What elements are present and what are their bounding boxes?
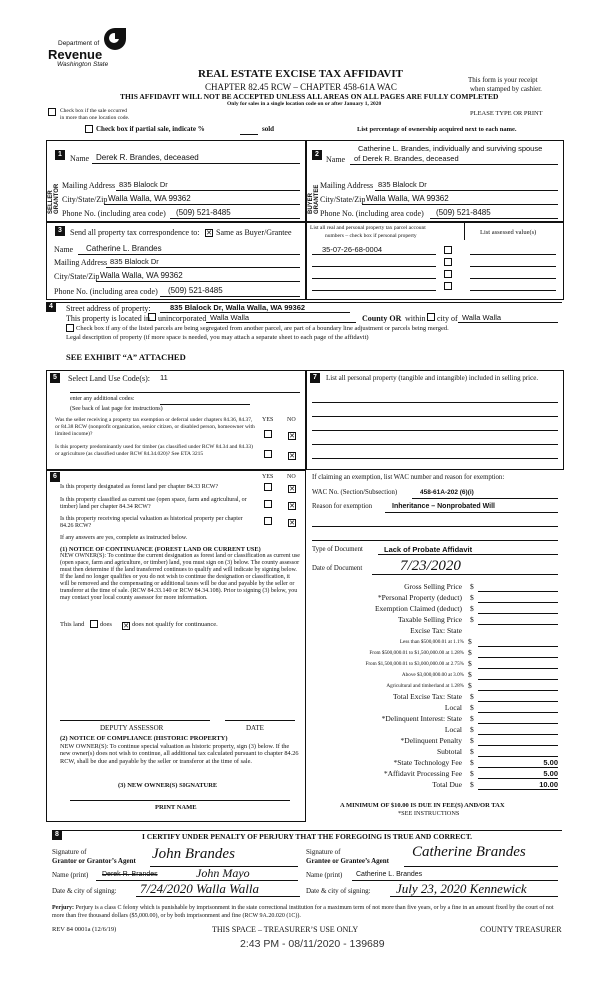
county-treasurer-label: COUNTY TREASURER bbox=[480, 925, 562, 934]
buyer-city[interactable]: Walla Walla, WA 99362 bbox=[366, 194, 449, 203]
tax-row bbox=[310, 670, 562, 681]
receipt-note2: when stamped by cashier. bbox=[470, 85, 542, 93]
tax-row-label: Local bbox=[444, 725, 462, 734]
section2-number: 2 bbox=[312, 150, 322, 160]
minimum-line1: A MINIMUM OF $10.00 IS DUE IN FEE(S) AND/OR TAX bbox=[340, 802, 505, 809]
tax-row-dollar: $ bbox=[470, 769, 474, 778]
tax-row-value[interactable] bbox=[478, 582, 558, 592]
tax-row-label: Gross Selling Price bbox=[404, 582, 462, 591]
legal-note: Legal description of property (if more space is needed, you may attach a separate sheet to each page of the affidavit) bbox=[66, 334, 369, 341]
section4-number: 4 bbox=[46, 302, 56, 312]
doc-date-label: Date of Document bbox=[312, 565, 363, 572]
compliance-title: (2) NOTICE OF COMPLIANCE (HISTORIC PROPERTY) bbox=[60, 735, 228, 742]
print-name-label: PRINT NAME bbox=[155, 804, 197, 811]
tax-row-label: Total Excise Tax: State bbox=[392, 692, 462, 701]
this-land-label: This land bbox=[60, 621, 85, 628]
street-label: Street address of property: bbox=[66, 304, 151, 313]
seller-phone-label: Phone No. (including area code) bbox=[62, 209, 166, 218]
form-id: REV 84 0001a (12/6/19) bbox=[52, 926, 117, 933]
s6-no-header: NO bbox=[287, 474, 296, 480]
exhibit-text: SEE EXHIBIT “A” ATTACHED bbox=[66, 352, 186, 362]
grantee-date-label: Date & city of signing: bbox=[306, 887, 371, 895]
parcel-2-checkbox[interactable] bbox=[444, 258, 452, 267]
s6-q3: Is this property receiving special valuation as historical property per chapter 84.26 RCW? bbox=[60, 516, 243, 529]
tax-row-label: From $500,000.01 to $1,500,000.00 at 1.28% bbox=[369, 650, 464, 656]
perjury-body: Perjury is a class C felony which is punishable by imprisonment in the state correctional institution for a maximum term of not more than five years, or by a fine in an amount fixed by the court of not more than five thousand dollars ($5,000.00), or by both imprisonment and fine (RCW 9A.20.020 (1C)). bbox=[52, 905, 554, 919]
tax-row-label: *Delinquent Interest: State bbox=[381, 714, 462, 723]
corr-mailing[interactable]: 835 Blalock Dr bbox=[110, 257, 159, 266]
s5-q1-yes-checkbox[interactable] bbox=[264, 430, 272, 439]
tax-row-value[interactable] bbox=[478, 648, 558, 658]
same-as-buyer-label: Same as Buyer/Grantee bbox=[216, 228, 292, 237]
parcels-header1: List all real and personal property tax parcel account bbox=[310, 225, 426, 231]
unincorporated-value[interactable]: Walla Walla bbox=[210, 313, 250, 322]
tax-row-label: *State Technology Fee bbox=[393, 758, 462, 767]
tax-row bbox=[310, 615, 562, 626]
reason-label: Reason for exemption bbox=[312, 503, 373, 510]
grantee-date[interactable]: July 23, 2020 Kennewick bbox=[396, 881, 527, 896]
same-as-buyer-checkbox[interactable]: ✕ bbox=[206, 229, 212, 237]
buyer-mailing-label: Mailing Address bbox=[320, 181, 374, 190]
new-owner-signature-label: (3) NEW OWNER(S) SIGNATURE bbox=[118, 782, 218, 789]
unincorporated-checkbox[interactable] bbox=[148, 313, 156, 322]
certify-text: I CERTIFY UNDER PENALTY OF PERJURY THAT THE FOREGOING IS TRUE AND CORRECT. bbox=[142, 832, 473, 841]
tax-row bbox=[310, 758, 562, 769]
s5-q2: Is this property predominantly used for timber (as classified under RCW 84.34 and 84.33) or agriculture (as classified under RCW 84.34.020)? See ETA 3215 bbox=[55, 444, 254, 457]
tax-row-dollar: $ bbox=[470, 582, 474, 591]
doc-type-value[interactable]: Lack of Probate Affidavit bbox=[384, 545, 473, 554]
personal-property-label: List all personal property (tangible and intangible) included in selling price. bbox=[326, 374, 539, 382]
agency-line2: Revenue bbox=[48, 47, 103, 62]
partial-sale-suffix: sold bbox=[262, 125, 275, 133]
seller-mailing[interactable]: 835 Blalock Dr bbox=[119, 180, 168, 189]
buyer-name-line2[interactable]: of Derek R. Brandes, deceased bbox=[354, 154, 459, 163]
tax-row-value[interactable] bbox=[478, 604, 558, 614]
wac-value[interactable]: 458-61A-202 (6)(i) bbox=[420, 489, 474, 496]
form-warning: THIS AFFIDAVIT WILL NOT BE ACCEPTED UNLESS ALL AREAS ON ALL PAGES ARE FULLY COMPLETED bbox=[120, 92, 499, 101]
corr-name[interactable]: Catherine L. Brandes bbox=[86, 244, 162, 253]
seller-name-label: Name bbox=[70, 154, 90, 163]
ownership-note: List percentage of ownership acquired next to each name. bbox=[357, 126, 517, 133]
section7-number: 7 bbox=[310, 373, 320, 383]
city-of-checkbox[interactable] bbox=[427, 313, 435, 322]
correspondence-label: Send all property tax correspondence to: bbox=[70, 228, 200, 237]
section3-number: 3 bbox=[55, 226, 65, 236]
form-note: Only for sales in a single location code on or after January 1, 2020 bbox=[227, 101, 382, 107]
compliance-body: NEW OWNER(S): To continue special valuation as historic property, sign (3) below. If the new owner(s) does not wish to continue, all additional tax calculated pursuant to chapter 84.26 RCW, shall be due and payable by the seller or transferor at the time of sale. bbox=[60, 743, 299, 765]
grantee-name-label: Name (print) bbox=[306, 871, 343, 879]
land-use-label: Select Land Use Code(s): bbox=[68, 374, 150, 383]
s5-yes-header: YES bbox=[262, 417, 274, 423]
county-label: County OR bbox=[362, 314, 402, 323]
tax-row-value[interactable] bbox=[478, 747, 558, 757]
recording-stamp: 2:43 PM - 08/11/2020 - 139689 bbox=[240, 938, 385, 950]
tax-row-value[interactable] bbox=[478, 725, 558, 735]
multi-location-label1: Check box if the sale occurred bbox=[60, 108, 128, 114]
tax-row bbox=[310, 714, 562, 725]
s6-q1-yes-checkbox[interactable] bbox=[264, 483, 272, 492]
section1-number: 1 bbox=[55, 150, 65, 160]
tax-row-value[interactable] bbox=[478, 703, 558, 713]
s5-q1: Was the seller receiving a property tax exemption or deferral under chapters 84.36, 84.37, or 84.38 RCW (nonprofit organization, senior citizen, or disabled person, homeowner with limited income)? bbox=[55, 417, 255, 437]
form-subtitle: CHAPTER 82.45 RCW – CHAPTER 458-61A WAC bbox=[205, 82, 397, 92]
perjury-label: Perjury: bbox=[52, 905, 74, 911]
minimum-line2: *SEE INSTRUCTIONS bbox=[398, 810, 460, 817]
tax-row-dollar: $ bbox=[470, 736, 474, 745]
form-title: REAL ESTATE EXCISE TAX AFFIDAVIT bbox=[198, 68, 403, 80]
multi-location-checkbox[interactable] bbox=[48, 108, 56, 117]
grantor-sig-label1: Signature of bbox=[52, 848, 87, 856]
see-back-note: (See back of last page for instructions) bbox=[70, 406, 163, 412]
buyer-name-line1[interactable]: Catherine L. Brandes, individually and surviving spouse bbox=[358, 144, 543, 153]
tax-row bbox=[310, 681, 562, 692]
dor-logo-mark-icon bbox=[104, 28, 126, 50]
s6-q1-no-checkbox[interactable]: ✕ bbox=[289, 485, 295, 493]
tax-row-dollar: $ bbox=[470, 747, 474, 756]
s6-q2-no-checkbox[interactable]: ✕ bbox=[289, 502, 295, 510]
seller-mailing-label: Mailing Address bbox=[62, 181, 116, 190]
receipt-note1: This form is your receipt bbox=[468, 76, 538, 84]
seller-city[interactable]: Walla Walla, WA 99362 bbox=[108, 194, 191, 203]
location-prefix: This property is located in bbox=[66, 314, 150, 323]
tax-row-label: Less than $500,000.01 at 1.1% bbox=[399, 639, 464, 645]
land-does-checkbox[interactable] bbox=[90, 620, 98, 629]
tax-row-value[interactable] bbox=[478, 593, 558, 603]
tax-calculation-table bbox=[310, 582, 562, 794]
s6-yes-header: YES bbox=[262, 474, 274, 480]
tax-row bbox=[310, 626, 562, 637]
city-value[interactable]: Walla Walla bbox=[462, 313, 502, 322]
city-of-label: city of bbox=[437, 314, 458, 323]
within-label: within bbox=[405, 314, 426, 323]
street-value[interactable]: 835 Blalock Dr, Walla Walla, WA 99362 bbox=[170, 303, 306, 312]
segregation-note: Check box if any of the listed parcels are being segregated from another parcel, are part of a boundary line adjustment or parcels being merged. bbox=[76, 325, 449, 332]
deputy-date-label: DATE bbox=[246, 724, 264, 732]
print-note: PLEASE TYPE OR PRINT bbox=[470, 110, 543, 117]
tax-row-label: Total Due bbox=[432, 780, 462, 789]
tax-row-dollar: $ bbox=[468, 637, 472, 646]
land-use-code[interactable]: 11 bbox=[160, 373, 168, 382]
grantor-name-handwritten[interactable]: John Mayo bbox=[196, 866, 250, 880]
segregation-checkbox[interactable] bbox=[66, 324, 74, 333]
tax-row bbox=[310, 604, 562, 615]
tax-row-value[interactable] bbox=[478, 637, 558, 647]
buyer-side-label: BUYER GRANTEE bbox=[308, 184, 320, 214]
tax-row-dollar: $ bbox=[470, 604, 474, 613]
parcel-4-checkbox[interactable] bbox=[444, 282, 452, 291]
s6-q1: Is this property designated as forest land per chapter 84.33 RCW? bbox=[60, 484, 219, 490]
section7-box bbox=[306, 370, 564, 470]
parcel-3-checkbox[interactable] bbox=[444, 270, 452, 279]
tax-row-dollar: $ bbox=[470, 725, 474, 734]
tax-row-value[interactable] bbox=[478, 670, 558, 680]
seller-city-label: City/State/Zip bbox=[62, 195, 108, 204]
tax-row-value[interactable] bbox=[478, 736, 558, 746]
buyer-mailing[interactable]: 835 Blalock Dr bbox=[378, 180, 427, 189]
parcels-header2: numbers – check box if personal property bbox=[325, 233, 417, 239]
buyer-phone[interactable]: (509) 521-8485 bbox=[436, 208, 491, 217]
tax-row bbox=[310, 747, 562, 758]
corr-name-label: Name bbox=[54, 245, 74, 254]
grantee-sig-label2: Grantee or Grantee’s Agent bbox=[306, 857, 390, 865]
reason-value[interactable]: Inheritance – Nonprobated Will bbox=[392, 503, 496, 510]
tax-row-value[interactable] bbox=[478, 659, 558, 669]
tax-row-label: From $1,500,000.01 to $3,000,000.00 at 2.75% bbox=[365, 661, 464, 667]
parcel-1-checkbox[interactable] bbox=[444, 246, 452, 255]
tax-row-value[interactable]: 10.00 bbox=[478, 780, 558, 790]
tax-row-dollar: $ bbox=[470, 780, 474, 789]
tax-row-label: *Delinquent Penalty bbox=[400, 736, 462, 745]
buyer-city-label: City/State/Zip bbox=[320, 195, 366, 204]
corr-phone-label: Phone No. (including area code) bbox=[54, 287, 158, 296]
partial-sale-checkbox[interactable] bbox=[85, 125, 93, 134]
grantor-name-label: Name (print) bbox=[52, 871, 89, 879]
perjury-text bbox=[52, 905, 560, 920]
s6-q2: Is this property classified as current use (open space, farm and agricultural, or timber) land per chapter 84.34 RCW? bbox=[60, 497, 247, 510]
corr-city[interactable]: Walla Walla, WA 99362 bbox=[100, 271, 183, 280]
s6-q3-no-checkbox[interactable]: ✕ bbox=[289, 519, 295, 527]
grantee-signature[interactable]: Catherine Brandes bbox=[412, 844, 526, 860]
tax-row bbox=[310, 659, 562, 670]
agency-line3: Washington State bbox=[57, 61, 109, 68]
tax-row-label: Excise Tax: State bbox=[410, 626, 462, 635]
tax-row-dollar: $ bbox=[470, 703, 474, 712]
land-does-not-checkbox[interactable]: ✕ bbox=[123, 622, 129, 630]
tax-row-value[interactable] bbox=[478, 692, 558, 702]
grantor-date-label: Date & city of signing: bbox=[52, 887, 117, 895]
unincorporated-label: unincorporated bbox=[158, 314, 207, 323]
doc-type-label: Type of Document bbox=[312, 546, 363, 553]
tax-row bbox=[310, 703, 562, 714]
tax-row bbox=[310, 736, 562, 747]
tax-row-value[interactable]: 5.00 bbox=[478, 758, 558, 768]
tax-row-dollar: $ bbox=[470, 758, 474, 767]
seller-name[interactable]: Derek R. Brandes, deceased bbox=[96, 153, 199, 162]
tax-row-dollar: $ bbox=[468, 670, 472, 679]
grantee-name[interactable]: Catherine L. Brandes bbox=[356, 871, 423, 878]
section8-number: 8 bbox=[52, 830, 62, 840]
tax-row-dollar: $ bbox=[468, 659, 472, 668]
tax-row bbox=[310, 593, 562, 604]
land-does-label: does bbox=[100, 621, 112, 628]
tax-row-label: Exemption Claimed (deduct) bbox=[374, 604, 462, 613]
corr-phone[interactable]: (509) 521-8485 bbox=[168, 286, 223, 295]
s5-no-header: NO bbox=[287, 417, 296, 423]
tax-row bbox=[310, 648, 562, 659]
tax-row-label: Agricultural and timberland at 1.28% bbox=[386, 683, 464, 689]
tax-row-value[interactable] bbox=[478, 681, 558, 691]
continuance-body: NEW OWNER(S): To continue the current designation as forest land or classification as current use (open space, farm and agriculture, or timber) land, you must sign on (3) below. The county assessor must then determine if the land transferred continues to qualify and will indicate by signing below. If the land no longer qualifies or you do not wish to continue the designation or classification, it will be removed and the compensating or additional taxes will be due and payable by the seller or transferor at the time of sale. (RCW 84.33.140 or RCW 84.34.108). Prior to signing (3) below, you may contact your local county assessor for more information. bbox=[60, 553, 300, 601]
partial-sale-label: Check box if partial sale, indicate % bbox=[96, 125, 205, 133]
tax-row bbox=[310, 692, 562, 703]
tax-row-dollar: $ bbox=[470, 615, 474, 624]
treasurer-label: THIS SPACE – TREASURER’S USE ONLY bbox=[212, 925, 359, 934]
s5-q1-no-checkbox[interactable]: ✕ bbox=[289, 432, 295, 440]
buyer-name-label: Name bbox=[326, 155, 346, 164]
section5-number: 5 bbox=[50, 373, 60, 383]
corr-city-label: City/State/Zip bbox=[54, 272, 100, 281]
multi-location-label2: in more than one location code. bbox=[60, 115, 130, 121]
wac-label: WAC No. (Section/Subsection) bbox=[312, 489, 398, 496]
s6-q2-yes-checkbox[interactable] bbox=[264, 500, 272, 509]
agency-line1: Department of bbox=[58, 40, 100, 47]
tax-row-dollar: $ bbox=[470, 714, 474, 723]
tax-row-value[interactable] bbox=[478, 615, 558, 625]
tax-row-dollar: $ bbox=[470, 692, 474, 701]
tax-row bbox=[310, 582, 562, 593]
grantor-name[interactable]: Derek R. Brandes bbox=[102, 871, 158, 878]
s5-q2-no-checkbox[interactable]: ✕ bbox=[289, 452, 295, 460]
tax-row-value[interactable] bbox=[478, 714, 558, 724]
tax-row-value[interactable]: 5.00 bbox=[478, 769, 558, 779]
continuance-title: (1) NOTICE OF CONTINUANCE (FOREST LAND OR CURRENT USE) bbox=[60, 546, 261, 553]
tax-row-label: Local bbox=[444, 703, 462, 712]
tax-row bbox=[310, 637, 562, 648]
grantee-sig-label1: Signature of bbox=[306, 848, 341, 856]
s6-q-note: If any answers are yes, complete as instructed below. bbox=[60, 535, 188, 541]
tax-row-label: *Affidavit Processing Fee bbox=[383, 769, 462, 778]
tax-row-label: Taxable Selling Price bbox=[397, 615, 462, 624]
tax-row-dollar: $ bbox=[470, 593, 474, 602]
parcel-1[interactable]: 35-07-26-68-0004 bbox=[322, 245, 383, 254]
s5-q2-yes-checkbox[interactable] bbox=[264, 450, 272, 459]
corr-mailing-label: Mailing Address bbox=[54, 258, 108, 267]
grantor-date[interactable]: 7/24/2020 Walla Walla bbox=[140, 881, 259, 896]
assessed-header: List assessed value(s) bbox=[480, 229, 537, 236]
land-does-not-label: does not qualify for continuance. bbox=[132, 621, 218, 628]
seller-side-label: SELLER GRANTOR bbox=[48, 183, 60, 214]
tax-row bbox=[310, 725, 562, 736]
tax-row-label: Above $3,000,000.00 at 3.0% bbox=[401, 672, 464, 678]
grantor-signature[interactable]: John Brandes bbox=[152, 846, 235, 862]
tax-row bbox=[310, 769, 562, 780]
tax-row-label: Subtotal bbox=[436, 747, 462, 756]
tax-row bbox=[310, 780, 562, 791]
tax-row-dollar: $ bbox=[468, 681, 472, 690]
s6-q3-yes-checkbox[interactable] bbox=[264, 517, 272, 526]
buyer-phone-label: Phone No. (including area code) bbox=[320, 209, 424, 218]
exemption-label: If claiming an exemption, list WAC number and reason for exemption: bbox=[312, 474, 505, 481]
grantor-sig-label2: Grantor or Grantor’s Agent bbox=[52, 857, 136, 865]
deputy-assessor-label: DEPUTY ASSESSOR bbox=[100, 724, 164, 732]
tax-row-label: *Personal Property (deduct) bbox=[377, 593, 462, 602]
tax-row-dollar: $ bbox=[468, 648, 472, 657]
additional-codes-label: enter any additional codes: bbox=[70, 396, 135, 402]
doc-date-value[interactable]: 7/23/2020 bbox=[400, 558, 461, 574]
section6-number: 6 bbox=[50, 472, 60, 482]
seller-phone[interactable]: (509) 521-8485 bbox=[176, 208, 231, 217]
